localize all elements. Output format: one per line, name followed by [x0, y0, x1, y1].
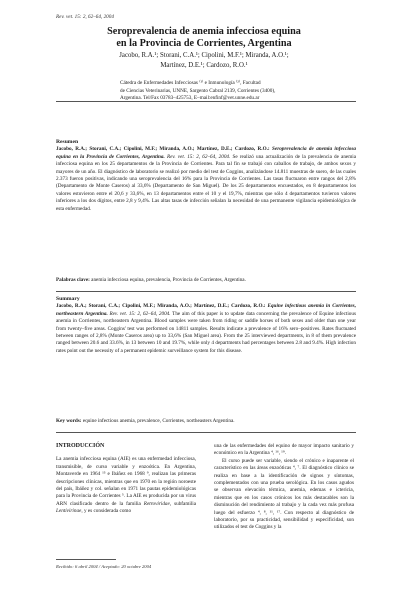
intro-right-column — [214, 443, 354, 532]
intro-family: Retroviridae, — [143, 500, 172, 507]
intro-genus: Lentivirinae, — [56, 508, 83, 515]
resumen-paragraph — [56, 146, 356, 213]
summary-body: The aim of this paper is to update data concerning the prevalence of Equine infectious anemia in Corrientes, northeastern Argentina. Blood samples were taken from riding or saddle horses of both sexes and older than one year from twenty–five areas. Coggins' test was performed on 14811 samples. Results indicate a prevalence of 16% sero–positives. Rates fluctuated between ranges of 2,8% (Monte Caseros area) up to 33,6% (San Miguel area). From the 25 interviewed departments, in 8 of them prevalence ranged between 20.6 and 33.6%, in 13 between 10 and 19.7%, while only 4 departments had percentages between 2.8 and 9.4%. High infection rates point out the necessity of a permanent epidemic surveillance system for this disease. — [56, 310, 356, 354]
intro-right-p2: El curso puede ser variable, siendo el crónico e inaparente el característico en las áreas enzoóticas ⁴, ⁷. El diagnóstico clínico se realiza en base a la identificación de signos y síntomas, complementados con una prueba serológica. En los casos agudos se observan elevación térmica, anemia, edemas e ictericia, mientras que en los casos crónicos los más destacables son la disminución del rendimiento al trabajo y la cada vez más profusa luego del esfuerzo ⁴, ⁸, ¹¹, ¹⁷. Con respecto al diagnóstico de laboratorio, por su practicidad, sensibilidad y especificidad, son utilizados el test de Coggins y la — [214, 457, 354, 531]
resumen-citation: Rev. vet. 15: 2, 62–64, 2004. — [166, 153, 231, 160]
intro-text: La anemia infecciosa equina (AIE) es una enfermedad infecciosa, transmisible, de curso variable y enzoótica. En Argentina, Montaverde en 1964 ¹⁵ e Ibáñez en 1968 ⁹, realizan las primeras descripciones clínicas, mientras que en 1970 en la región noroeste del país, Ibáñez y col. señalan en 1971 las pautas epidemiológicas para la Provincia de Corrientes ⁵. La AIE es producida por un virus ARN clasificado dentro de la familia — [56, 456, 196, 507]
summary-citation: Rev. vet. 15: 2, 62–64, 2004. — [109, 310, 171, 317]
divider — [56, 432, 356, 433]
palabras-clave-label: Palabras clave: — [56, 277, 90, 283]
summary-paragraph — [56, 303, 356, 355]
affiliation-line-1: Cátedra de Enfermedades Infecciosas ⁽¹⁾ e Inmunología ⁽²⁾, Facultad — [120, 80, 261, 86]
keywords-label: Key words: — [56, 418, 82, 424]
affiliation — [120, 80, 340, 103]
intro-left-column — [56, 443, 196, 516]
resumen-heading: Resumen — [56, 139, 79, 145]
paper-title — [0, 26, 408, 49]
divider — [56, 291, 356, 292]
authors-line-1: Jacobo, R.A.¹; Storani, C.A.¹; Cipolini, M.F.¹; Miranda, A.O.¹; — [119, 52, 289, 59]
summary-heading: Summary — [56, 296, 80, 302]
resumen-title: Seroprevalencia de anemia infecciosa equina en la Provincia de Corrientes, Argentina. — [56, 146, 357, 160]
resumen-body: Se realizó una actualización de la prevalencia de anemia infecciosa equina en los 25 departamentos de la Provincia de Corrientes. Para tal fin se trabajó con caballos de trabajo, de ambos sexos y mayores de un año. El diagnóstico de laboratorio se realizó por medio del test de Coggins, analizándose 14.811 muestras de suero, de las cuales 2.373 fueron positivas, indicando una seroprevalencia del 16% para la Provincia de Corrientes. Las tasas fluctuaron entre rangos del 2,8% (Departamento de Monte Caseros) al 33,6% (Departamento de San Miguel). De los 25 departamentos encuestados, en 8 departamentos los valores estuvieron entre el 20,6 y 33,6%, en 13 departamentos entre el 10 y el 19,7%, mientras que sólo 4 departamentos tuvieron valores inferiores a los dos dígitos, entre 2,8 y 9,4%. Las altas tasas de infección señalan la necesidad de una permanente vigilancia epidemiológica de esta enfermedad. — [56, 153, 356, 212]
affiliation-line-2: de Ciencias Veterinarias, UNNE, Sargento Cabral 2139, Corrientes (3400), — [120, 87, 276, 94]
resumen-authors: Jacobo, R.A.; Storani, C.A.; Cipolini, M.F.; Miranda, A.O.; Martínez, D.E.; Cardozo, R.O.: — [56, 146, 270, 153]
keywords-text: equine infectious anemia, prevalence, Corrientes, northeasters Argentina. — [82, 418, 235, 424]
affiliation-line-3: Argentina. Tel/Fax 03783–425753, E–mail:enfinf@vet.unne.edu.ar — [120, 95, 260, 101]
keywords — [56, 418, 356, 425]
intro-paragraph-1 — [56, 456, 196, 515]
authors-line-2: Martínez, D.E.¹; Cardozo, R.O.¹ — [160, 62, 248, 69]
palabras-clave — [56, 277, 356, 284]
intro-heading: INTRODUCCIÓN — [56, 443, 105, 449]
footnote-rule — [56, 559, 116, 560]
intro-right-p1: una de las enfermedades del equino de mayor impacto sanitario y económico en la Argentina ⁴, ¹⁶, ¹⁹. — [214, 443, 354, 457]
intro-text-end: y es considerada como — [83, 508, 132, 515]
divider — [56, 101, 356, 102]
running-head: Rev. vet. 15: 2, 62–64, 2004 — [56, 14, 114, 20]
summary-authors: Jacobo, R.A.; Storani, C.A.; Cipolini, M.F.; Miranda, A.O.; Martínez, D.E.; Cardozo, R.O.: — [56, 303, 266, 310]
palabras-clave-text: anemia infecciosa equina, prevalencia, Provincia de Corrientes, Argentina. — [91, 277, 246, 283]
title-line-1: Seroprevalencia de anemia infecciosa equina — [107, 26, 301, 37]
summary-section — [56, 296, 356, 355]
summary-title: Equine infectious anemia in Corrientes, northeastern Argentina. — [56, 303, 356, 317]
title-line-2: en la Provincia de Corrientes, Argentina — [116, 37, 292, 49]
resumen-section — [56, 139, 356, 213]
intro-subfamily-label: subfamilia — [174, 500, 196, 507]
author-list — [0, 51, 408, 71]
received-date: Recibido: 6 abril 2004 / Aceptado: 20 octubre 2004 — [56, 564, 152, 569]
